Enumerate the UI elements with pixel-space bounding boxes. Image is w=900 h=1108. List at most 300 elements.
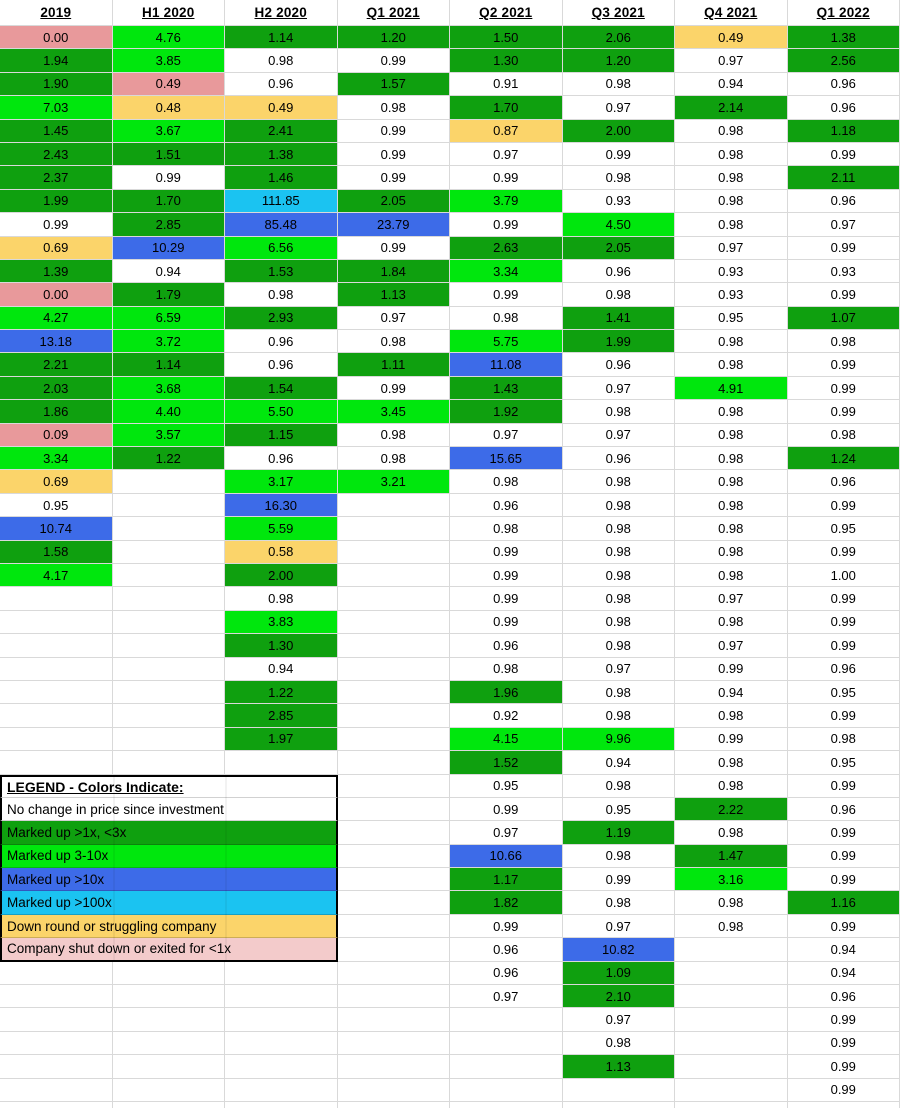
- cell[interactable]: 10.29: [113, 237, 226, 260]
- empty-cell[interactable]: [675, 962, 788, 985]
- cell[interactable]: 3.72: [113, 330, 226, 353]
- cell[interactable]: 5.75: [450, 330, 563, 353]
- cell[interactable]: 0.96: [450, 938, 563, 961]
- empty-cell[interactable]: [338, 938, 451, 961]
- cell[interactable]: 0.09: [0, 424, 113, 447]
- cell[interactable]: 1.47: [675, 845, 788, 868]
- cell[interactable]: 0.98: [675, 213, 788, 236]
- empty-cell[interactable]: [338, 611, 451, 634]
- empty-cell[interactable]: [113, 517, 226, 540]
- cell[interactable]: 1.53: [225, 260, 338, 283]
- cell[interactable]: 1.15: [225, 424, 338, 447]
- empty-cell[interactable]: [0, 728, 113, 751]
- empty-cell[interactable]: [338, 915, 451, 938]
- cell[interactable]: 4.17: [0, 564, 113, 587]
- empty-cell[interactable]: [113, 658, 226, 681]
- cell[interactable]: 1.24: [788, 447, 900, 470]
- cell[interactable]: 0.99: [788, 541, 900, 564]
- cell[interactable]: 0.98: [563, 775, 676, 798]
- cell[interactable]: 0.93: [788, 260, 900, 283]
- cell[interactable]: 1.00: [788, 564, 900, 587]
- cell[interactable]: 0.99: [788, 868, 900, 891]
- cell[interactable]: 0.99: [563, 868, 676, 891]
- cell[interactable]: 0.96: [450, 634, 563, 657]
- cell[interactable]: 0.93: [563, 190, 676, 213]
- cell[interactable]: 0.99: [788, 587, 900, 610]
- cell[interactable]: 0.99: [788, 400, 900, 423]
- cell[interactable]: 0.99: [450, 166, 563, 189]
- cell[interactable]: 0.97: [563, 96, 676, 119]
- cell[interactable]: 4.27: [0, 307, 113, 330]
- cell[interactable]: 1.46: [225, 166, 338, 189]
- cell[interactable]: 0.99: [788, 494, 900, 517]
- cell[interactable]: 0.98: [675, 611, 788, 634]
- empty-cell[interactable]: [338, 821, 451, 844]
- empty-cell[interactable]: [225, 1008, 338, 1031]
- empty-cell[interactable]: [0, 1079, 113, 1102]
- cell[interactable]: 0.99: [675, 658, 788, 681]
- cell[interactable]: 1.58: [0, 541, 113, 564]
- cell[interactable]: 1.90: [0, 73, 113, 96]
- empty-cell[interactable]: [788, 1102, 900, 1108]
- cell[interactable]: 0.92: [450, 704, 563, 727]
- cell[interactable]: 0.96: [788, 190, 900, 213]
- cell[interactable]: 1.16: [788, 891, 900, 914]
- cell[interactable]: 0.97: [450, 143, 563, 166]
- empty-cell[interactable]: [0, 1032, 113, 1055]
- cell[interactable]: 2.14: [675, 96, 788, 119]
- cell[interactable]: 0.98: [675, 891, 788, 914]
- cell[interactable]: 0.97: [563, 424, 676, 447]
- empty-cell[interactable]: [450, 1032, 563, 1055]
- cell[interactable]: 1.30: [225, 634, 338, 657]
- cell[interactable]: 0.99: [338, 377, 451, 400]
- cell[interactable]: 0.99: [338, 120, 451, 143]
- cell[interactable]: 2.03: [0, 377, 113, 400]
- cell[interactable]: 0.98: [563, 470, 676, 493]
- cell[interactable]: 4.15: [450, 728, 563, 751]
- cell[interactable]: 1.38: [225, 143, 338, 166]
- cell[interactable]: 2.56: [788, 49, 900, 72]
- empty-cell[interactable]: [225, 962, 338, 985]
- cell[interactable]: 0.69: [0, 470, 113, 493]
- cell[interactable]: 0.99: [450, 798, 563, 821]
- cell[interactable]: 3.17: [225, 470, 338, 493]
- cell[interactable]: 0.98: [788, 330, 900, 353]
- cell[interactable]: 1.51: [113, 143, 226, 166]
- cell[interactable]: 10.82: [563, 938, 676, 961]
- empty-cell[interactable]: [0, 1055, 113, 1078]
- cell[interactable]: 0.97: [788, 213, 900, 236]
- cell[interactable]: 0.98: [563, 517, 676, 540]
- cell[interactable]: 23.79: [338, 213, 451, 236]
- cell[interactable]: 1.38: [788, 26, 900, 49]
- empty-cell[interactable]: [0, 985, 113, 1008]
- empty-cell[interactable]: [563, 1102, 676, 1108]
- cell[interactable]: 0.99: [788, 283, 900, 306]
- cell[interactable]: 0.99: [450, 564, 563, 587]
- cell[interactable]: 0.99: [338, 49, 451, 72]
- cell[interactable]: 3.79: [450, 190, 563, 213]
- empty-cell[interactable]: [338, 891, 451, 914]
- cell[interactable]: 10.74: [0, 517, 113, 540]
- empty-cell[interactable]: [113, 985, 226, 1008]
- cell[interactable]: 0.99: [113, 166, 226, 189]
- cell[interactable]: 7.03: [0, 96, 113, 119]
- cell[interactable]: 0.98: [675, 143, 788, 166]
- cell[interactable]: 1.99: [0, 190, 113, 213]
- empty-cell[interactable]: [338, 1032, 451, 1055]
- cell[interactable]: 0.95: [563, 798, 676, 821]
- cell[interactable]: 0.96: [225, 353, 338, 376]
- cell[interactable]: 0.98: [675, 120, 788, 143]
- cell[interactable]: 1.09: [563, 962, 676, 985]
- empty-cell[interactable]: [338, 494, 451, 517]
- cell[interactable]: 1.39: [0, 260, 113, 283]
- cell[interactable]: 1.57: [338, 73, 451, 96]
- cell[interactable]: 0.98: [563, 283, 676, 306]
- cell[interactable]: 1.79: [113, 283, 226, 306]
- empty-cell[interactable]: [113, 1055, 226, 1078]
- cell[interactable]: 1.97: [225, 728, 338, 751]
- cell[interactable]: 9.96: [563, 728, 676, 751]
- cell[interactable]: 0.96: [225, 330, 338, 353]
- cell[interactable]: 1.99: [563, 330, 676, 353]
- cell[interactable]: 0.96: [563, 353, 676, 376]
- cell[interactable]: 0.98: [563, 634, 676, 657]
- cell[interactable]: 5.50: [225, 400, 338, 423]
- cell[interactable]: 1.19: [563, 821, 676, 844]
- empty-cell[interactable]: [0, 962, 113, 985]
- cell[interactable]: 0.99: [788, 377, 900, 400]
- cell[interactable]: 1.14: [225, 26, 338, 49]
- empty-cell[interactable]: [563, 1079, 676, 1102]
- empty-cell[interactable]: [225, 1055, 338, 1078]
- cell[interactable]: 0.99: [788, 845, 900, 868]
- cell[interactable]: 1.86: [0, 400, 113, 423]
- column-header[interactable]: [788, 0, 900, 26]
- cell[interactable]: 16.30: [225, 494, 338, 517]
- cell[interactable]: 0.98: [675, 915, 788, 938]
- cell[interactable]: 0.00: [0, 26, 113, 49]
- cell[interactable]: 0.98: [563, 541, 676, 564]
- cell[interactable]: 13.18: [0, 330, 113, 353]
- cell[interactable]: 0.96: [563, 447, 676, 470]
- cell[interactable]: 0.93: [675, 283, 788, 306]
- cell[interactable]: 4.91: [675, 377, 788, 400]
- cell[interactable]: 2.21: [0, 353, 113, 376]
- cell[interactable]: 0.96: [788, 73, 900, 96]
- cell[interactable]: 0.98: [563, 587, 676, 610]
- cell[interactable]: 0.97: [563, 377, 676, 400]
- cell[interactable]: 2.85: [113, 213, 226, 236]
- cell[interactable]: 1.52: [450, 751, 563, 774]
- cell[interactable]: 0.96: [225, 447, 338, 470]
- empty-cell[interactable]: [0, 681, 113, 704]
- empty-cell[interactable]: [113, 541, 226, 564]
- cell[interactable]: 11.08: [450, 353, 563, 376]
- cell[interactable]: 0.95: [788, 517, 900, 540]
- cell[interactable]: 0.96: [450, 494, 563, 517]
- cell[interactable]: 0.97: [675, 587, 788, 610]
- cell[interactable]: 3.83: [225, 611, 338, 634]
- cell[interactable]: 0.95: [788, 681, 900, 704]
- empty-cell[interactable]: [0, 611, 113, 634]
- cell[interactable]: 0.99: [0, 213, 113, 236]
- cell[interactable]: 1.41: [563, 307, 676, 330]
- cell[interactable]: 5.59: [225, 517, 338, 540]
- empty-cell[interactable]: [113, 587, 226, 610]
- cell[interactable]: 2.05: [338, 190, 451, 213]
- cell[interactable]: 0.96: [788, 798, 900, 821]
- cell[interactable]: 0.99: [788, 611, 900, 634]
- empty-cell[interactable]: [225, 1032, 338, 1055]
- cell[interactable]: 0.98: [450, 307, 563, 330]
- cell[interactable]: 3.85: [113, 49, 226, 72]
- cell[interactable]: 1.96: [450, 681, 563, 704]
- cell[interactable]: 0.99: [788, 237, 900, 260]
- cell[interactable]: 0.98: [675, 821, 788, 844]
- cell[interactable]: 0.98: [563, 681, 676, 704]
- cell[interactable]: 1.70: [450, 96, 563, 119]
- cell[interactable]: 2.85: [225, 704, 338, 727]
- cell[interactable]: 1.13: [563, 1055, 676, 1078]
- cell[interactable]: 0.96: [225, 73, 338, 96]
- empty-cell[interactable]: [338, 985, 451, 1008]
- empty-cell[interactable]: [113, 1079, 226, 1102]
- empty-cell[interactable]: [225, 985, 338, 1008]
- cell[interactable]: 3.45: [338, 400, 451, 423]
- column-header[interactable]: [563, 0, 676, 26]
- empty-cell[interactable]: [113, 470, 226, 493]
- empty-cell[interactable]: [338, 634, 451, 657]
- cell[interactable]: 0.98: [563, 166, 676, 189]
- empty-cell[interactable]: [675, 1055, 788, 1078]
- empty-cell[interactable]: [113, 611, 226, 634]
- cell[interactable]: 1.22: [113, 447, 226, 470]
- cell[interactable]: 0.98: [675, 330, 788, 353]
- column-header[interactable]: [0, 0, 113, 26]
- cell[interactable]: 0.99: [338, 237, 451, 260]
- cell[interactable]: 0.99: [788, 821, 900, 844]
- cell[interactable]: 3.16: [675, 868, 788, 891]
- cell[interactable]: 0.99: [788, 775, 900, 798]
- empty-cell[interactable]: [0, 751, 113, 774]
- cell[interactable]: 0.97: [450, 424, 563, 447]
- empty-cell[interactable]: [675, 985, 788, 1008]
- cell[interactable]: 1.92: [450, 400, 563, 423]
- empty-cell[interactable]: [675, 1008, 788, 1031]
- cell[interactable]: 1.22: [225, 681, 338, 704]
- empty-cell[interactable]: [0, 658, 113, 681]
- cell[interactable]: 0.98: [675, 517, 788, 540]
- empty-cell[interactable]: [113, 1032, 226, 1055]
- cell[interactable]: 0.98: [563, 564, 676, 587]
- cell[interactable]: 1.70: [113, 190, 226, 213]
- empty-cell[interactable]: [338, 541, 451, 564]
- cell[interactable]: 0.97: [563, 658, 676, 681]
- cell[interactable]: 0.58: [225, 541, 338, 564]
- cell[interactable]: 0.49: [225, 96, 338, 119]
- cell[interactable]: 1.07: [788, 307, 900, 330]
- empty-cell[interactable]: [675, 1102, 788, 1108]
- empty-cell[interactable]: [450, 1055, 563, 1078]
- cell[interactable]: 2.63: [450, 237, 563, 260]
- empty-cell[interactable]: [675, 1032, 788, 1055]
- cell[interactable]: 3.34: [0, 447, 113, 470]
- empty-cell[interactable]: [113, 728, 226, 751]
- empty-cell[interactable]: [225, 1079, 338, 1102]
- cell[interactable]: 0.97: [563, 915, 676, 938]
- cell[interactable]: 0.98: [563, 400, 676, 423]
- cell[interactable]: 0.98: [338, 424, 451, 447]
- cell[interactable]: 6.56: [225, 237, 338, 260]
- cell[interactable]: 0.98: [450, 517, 563, 540]
- empty-cell[interactable]: [338, 1055, 451, 1078]
- cell[interactable]: 0.98: [563, 704, 676, 727]
- cell[interactable]: 3.68: [113, 377, 226, 400]
- cell[interactable]: 0.00: [0, 283, 113, 306]
- cell[interactable]: 1.17: [450, 868, 563, 891]
- cell[interactable]: 0.99: [788, 143, 900, 166]
- cell[interactable]: 0.98: [675, 541, 788, 564]
- cell[interactable]: 0.99: [675, 728, 788, 751]
- cell[interactable]: 2.00: [225, 564, 338, 587]
- cell[interactable]: 0.99: [338, 143, 451, 166]
- cell[interactable]: 3.67: [113, 120, 226, 143]
- empty-cell[interactable]: [225, 1102, 338, 1108]
- cell[interactable]: 1.43: [450, 377, 563, 400]
- cell[interactable]: 0.99: [788, 915, 900, 938]
- cell[interactable]: 111.85: [225, 190, 338, 213]
- cell[interactable]: 1.13: [338, 283, 451, 306]
- cell[interactable]: 2.06: [563, 26, 676, 49]
- cell[interactable]: 0.96: [450, 962, 563, 985]
- cell[interactable]: 85.48: [225, 213, 338, 236]
- empty-cell[interactable]: [113, 634, 226, 657]
- cell[interactable]: 0.99: [563, 143, 676, 166]
- empty-cell[interactable]: [113, 1008, 226, 1031]
- cell[interactable]: 0.97: [338, 307, 451, 330]
- cell[interactable]: 10.66: [450, 845, 563, 868]
- empty-cell[interactable]: [113, 962, 226, 985]
- cell[interactable]: 0.98: [788, 424, 900, 447]
- cell[interactable]: 0.98: [675, 704, 788, 727]
- cell[interactable]: 15.65: [450, 447, 563, 470]
- cell[interactable]: 2.05: [563, 237, 676, 260]
- cell[interactable]: 0.97: [675, 634, 788, 657]
- cell[interactable]: 0.98: [338, 447, 451, 470]
- cell[interactable]: 2.11: [788, 166, 900, 189]
- empty-cell[interactable]: [338, 681, 451, 704]
- cell[interactable]: 1.14: [113, 353, 226, 376]
- cell[interactable]: 3.34: [450, 260, 563, 283]
- cell[interactable]: 0.99: [788, 1079, 900, 1102]
- empty-cell[interactable]: [450, 1102, 563, 1108]
- cell[interactable]: 0.98: [675, 751, 788, 774]
- cell[interactable]: 0.97: [675, 49, 788, 72]
- cell[interactable]: 2.10: [563, 985, 676, 1008]
- empty-cell[interactable]: [0, 1102, 113, 1108]
- cell[interactable]: 0.98: [450, 470, 563, 493]
- empty-cell[interactable]: [450, 1079, 563, 1102]
- cell[interactable]: 0.95: [450, 775, 563, 798]
- cell[interactable]: 0.98: [675, 470, 788, 493]
- cell[interactable]: 0.91: [450, 73, 563, 96]
- cell[interactable]: 0.94: [675, 73, 788, 96]
- cell[interactable]: 0.98: [675, 564, 788, 587]
- empty-cell[interactable]: [0, 704, 113, 727]
- empty-cell[interactable]: [338, 798, 451, 821]
- cell[interactable]: 2.00: [563, 120, 676, 143]
- empty-cell[interactable]: [113, 751, 226, 774]
- cell[interactable]: 0.98: [563, 611, 676, 634]
- cell[interactable]: 0.95: [788, 751, 900, 774]
- cell[interactable]: 1.54: [225, 377, 338, 400]
- cell[interactable]: 0.98: [225, 587, 338, 610]
- cell[interactable]: 4.76: [113, 26, 226, 49]
- cell[interactable]: 0.87: [450, 120, 563, 143]
- cell[interactable]: 0.99: [338, 166, 451, 189]
- empty-cell[interactable]: [0, 1008, 113, 1031]
- cell[interactable]: 0.69: [0, 237, 113, 260]
- cell[interactable]: 0.98: [338, 330, 451, 353]
- cell[interactable]: 1.20: [563, 49, 676, 72]
- cell[interactable]: 0.98: [563, 1032, 676, 1055]
- cell[interactable]: 0.99: [788, 1055, 900, 1078]
- cell[interactable]: 0.98: [675, 190, 788, 213]
- cell[interactable]: 1.45: [0, 120, 113, 143]
- cell[interactable]: 0.94: [788, 962, 900, 985]
- cell[interactable]: 0.94: [225, 658, 338, 681]
- cell[interactable]: 0.93: [675, 260, 788, 283]
- empty-cell[interactable]: [338, 658, 451, 681]
- empty-cell[interactable]: [675, 1079, 788, 1102]
- cell[interactable]: 0.95: [0, 494, 113, 517]
- column-header[interactable]: [338, 0, 451, 26]
- cell[interactable]: 0.96: [788, 658, 900, 681]
- cell[interactable]: 1.50: [450, 26, 563, 49]
- cell[interactable]: 0.97: [450, 821, 563, 844]
- cell[interactable]: 0.99: [788, 1032, 900, 1055]
- cell[interactable]: 2.37: [0, 166, 113, 189]
- empty-cell[interactable]: [338, 1079, 451, 1102]
- cell[interactable]: 1.18: [788, 120, 900, 143]
- cell[interactable]: 0.95: [675, 307, 788, 330]
- cell[interactable]: 0.98: [675, 775, 788, 798]
- empty-cell[interactable]: [113, 494, 226, 517]
- empty-cell[interactable]: [0, 634, 113, 657]
- cell[interactable]: 4.50: [563, 213, 676, 236]
- empty-cell[interactable]: [338, 1102, 451, 1108]
- column-header[interactable]: [113, 0, 226, 26]
- empty-cell[interactable]: [450, 1008, 563, 1031]
- cell[interactable]: 0.99: [788, 353, 900, 376]
- cell[interactable]: 0.94: [675, 681, 788, 704]
- cell[interactable]: 1.11: [338, 353, 451, 376]
- cell[interactable]: 1.84: [338, 260, 451, 283]
- cell[interactable]: 0.99: [450, 283, 563, 306]
- empty-cell[interactable]: [113, 564, 226, 587]
- empty-cell[interactable]: [338, 517, 451, 540]
- cell[interactable]: 0.99: [788, 634, 900, 657]
- cell[interactable]: 0.96: [788, 985, 900, 1008]
- cell[interactable]: 0.98: [675, 166, 788, 189]
- cell[interactable]: 0.94: [113, 260, 226, 283]
- cell[interactable]: 0.97: [450, 985, 563, 1008]
- empty-cell[interactable]: [338, 751, 451, 774]
- cell[interactable]: 3.21: [338, 470, 451, 493]
